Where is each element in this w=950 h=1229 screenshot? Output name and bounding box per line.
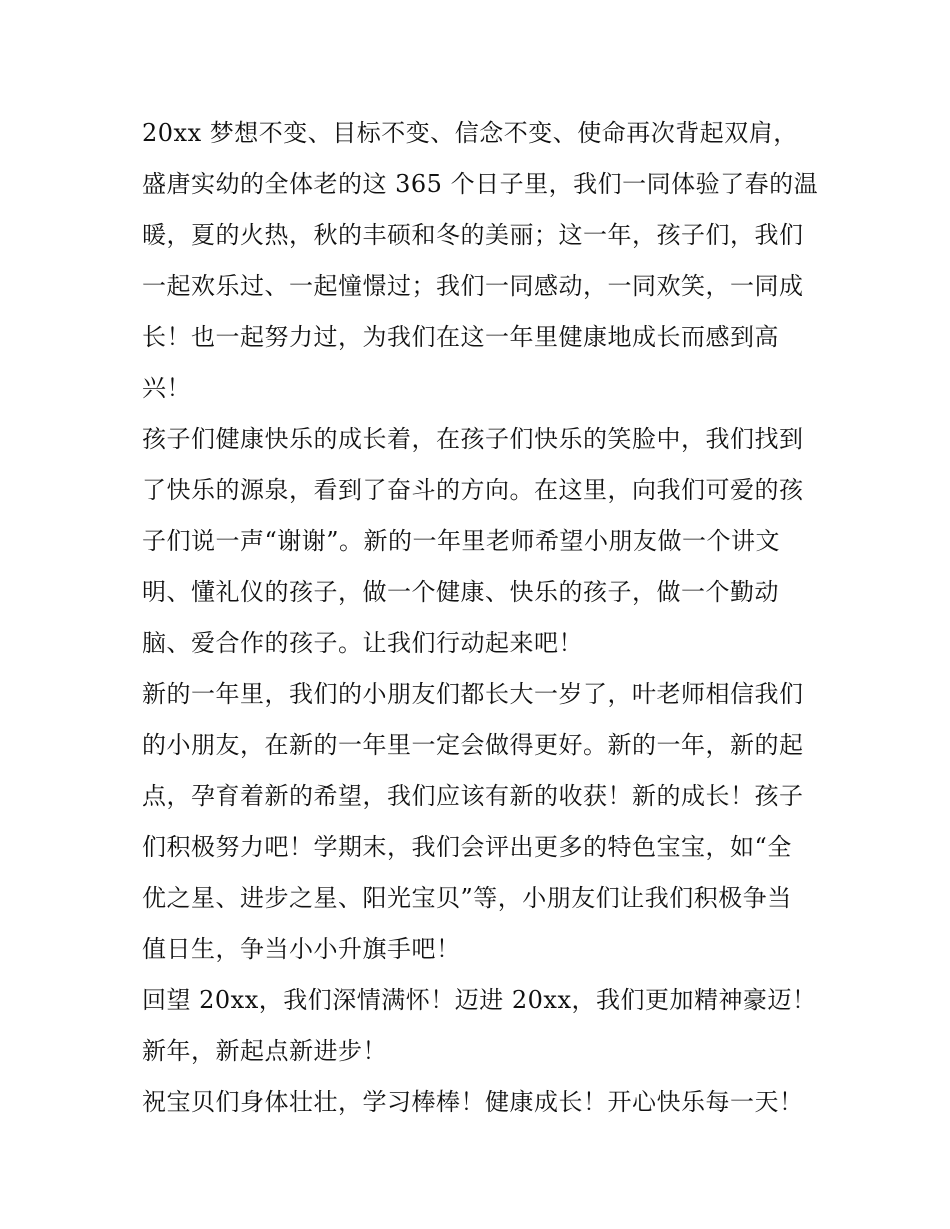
text-line: 的小朋友，在新的一年里一定会做得更好。新的一年，新的起 (142, 731, 804, 759)
document-body (142, 108, 822, 1128)
text-line: 们积极努力吧！学期末，我们会评出更多的特色宝宝，如“全 (142, 833, 792, 861)
text-line: 20xx 梦想不变、目标不变、信念不变、使命再次背起双肩， (142, 119, 798, 147)
text-line: 子们说一声“谢谢”。新的一年里老师希望小朋友做一个讲文 (142, 527, 781, 555)
text-line: 暖，夏的火热，秋的丰硕和冬的美丽；这一年，孩子们，我们 (142, 221, 804, 249)
text-line: 点，孕育着新的希望，我们应该有新的收获！新的成长！孩子 (142, 782, 804, 810)
text-line: 回望 20xx，我们深情满怀！迈进 20xx，我们更加精神豪迈！ (142, 986, 817, 1014)
text-line: 优之星、进步之星、阳光宝贝”等，小朋友们让我们积极争当 (142, 884, 792, 912)
text-line: 长！也一起努力过，为我们在这一年里健康地成长而感到高 (142, 323, 779, 351)
text-line: 兴！ (142, 374, 191, 402)
text-line: 一起欢乐过、一起憧憬过；我们一同感动，一同欢笑，一同成 (142, 272, 804, 300)
text-line: 孩子们健康快乐的成长着，在孩子们快乐的笑脸中，我们找到 (142, 425, 804, 453)
text-line: 值日生，争当小小升旗手吧！ (142, 935, 461, 963)
text-line: 了快乐的源泉，看到了奋斗的方向。在这里，向我们可爱的孩 (142, 476, 804, 504)
text-line: 盛唐实幼的全体老的这 365 个日子里，我们一同体验了春的温 (142, 170, 819, 198)
text-line: 祝宝贝们身体壮壮，学习棒棒！健康成长！开心快乐每一天！ (142, 1088, 804, 1116)
text-line: 脑、爱合作的孩子。让我们行动起来吧！ (142, 629, 583, 657)
text-line: 明、懂礼仪的孩子，做一个健康、快乐的孩子，做一个勤动 (142, 578, 779, 606)
text-line: 新年，新起点新进步！ (142, 1037, 387, 1065)
text-line: 新的一年里，我们的小朋友们都长大一岁了，叶老师相信我们 (142, 680, 804, 708)
